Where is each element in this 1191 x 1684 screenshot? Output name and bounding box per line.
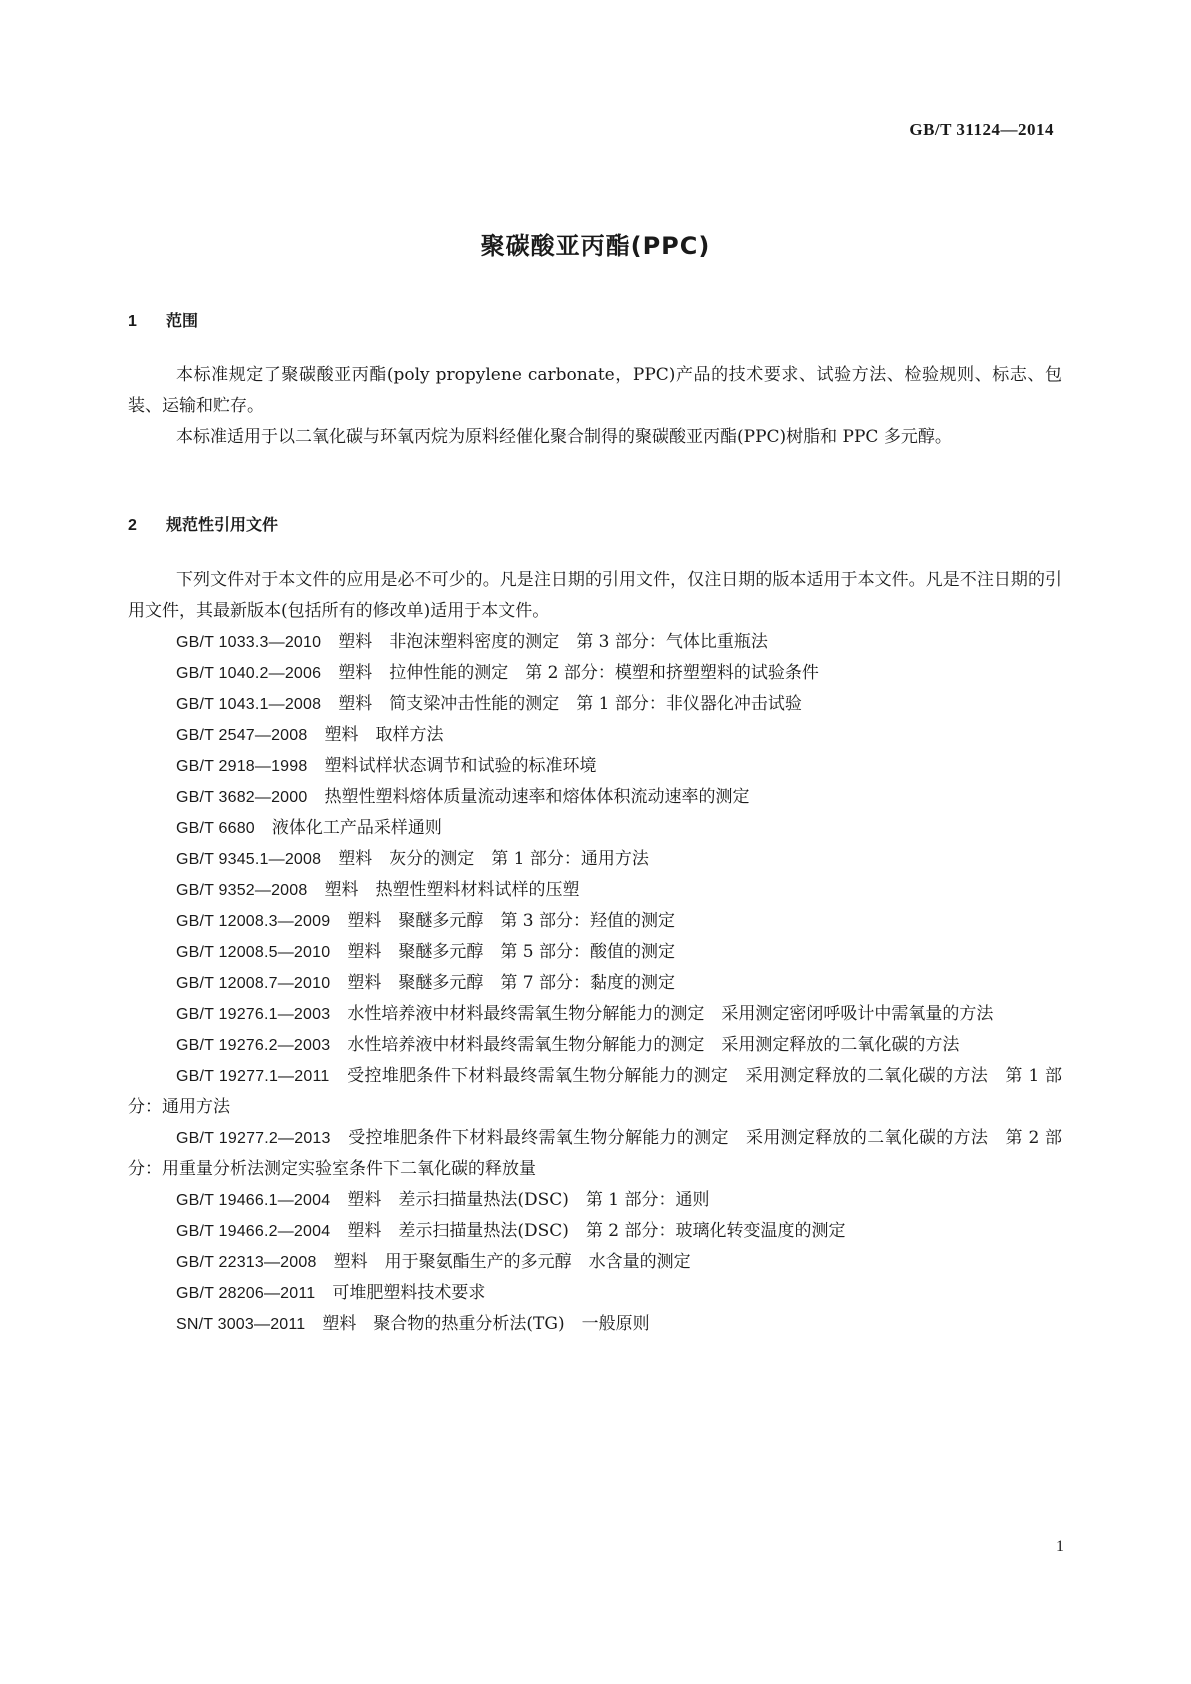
reference-code: GB/T 2547—2008 [176, 727, 308, 744]
reference-item [128, 1185, 1062, 1216]
reference-title: 塑料 拉伸性能的测定 第 2 部分：模塑和挤塑塑料的试验条件 [338, 663, 819, 683]
reference-item [128, 1216, 1062, 1247]
reference-item [128, 813, 1062, 844]
reference-title: 塑料 差示扫描量热法(DSC) 第 2 部分：玻璃化转变温度的测定 [347, 1221, 846, 1241]
reference-item [128, 1247, 1062, 1278]
reference-item [128, 689, 1062, 720]
reference-item [128, 1061, 1062, 1123]
reference-item [128, 1309, 1062, 1340]
reference-title: 塑料 简支梁冲击性能的测定 第 1 部分：非仪器化冲击试验 [338, 694, 802, 714]
reference-code: GB/T 12008.3—2009 [176, 913, 331, 930]
reference-title: 受控堆肥条件下材料最终需氧生物分解能力的测定 采用测定释放的二氧化碳的方法 第 1 部分：通用方法 [128, 1066, 1063, 1117]
reference-item [128, 875, 1062, 906]
reference-title: 塑料 聚醚多元醇 第 7 部分：黏度的测定 [347, 973, 675, 993]
reference-item [128, 627, 1062, 658]
reference-title: 塑料 差示扫描量热法(DSC) 第 1 部分：通则 [347, 1190, 710, 1210]
reference-code: SN/T 3003—2011 [176, 1316, 306, 1333]
reference-code: GB/T 22313—2008 [176, 1254, 317, 1271]
reference-code: GB/T 1043.1—2008 [176, 696, 322, 713]
normative-reference-list [128, 627, 1062, 1340]
reference-code: GB/T 9345.1—2008 [176, 851, 322, 868]
reference-title: 塑料 聚醚多元醇 第 3 部分：羟值的测定 [347, 911, 675, 931]
reference-item [128, 968, 1062, 999]
reference-title: 塑料试样状态调节和试验的标准环境 [324, 756, 597, 776]
reference-title: 水性培养液中材料最终需氧生物分解能力的测定 采用测定密闭呼吸计中需氧量的方法 [347, 1004, 994, 1024]
reference-code: GB/T 19277.1—2011 [176, 1068, 330, 1085]
reference-title: 水性培养液中材料最终需氧生物分解能力的测定 采用测定释放的二氧化碳的方法 [347, 1035, 960, 1055]
reference-item [128, 658, 1062, 689]
reference-item [128, 782, 1062, 813]
reference-title: 可堆肥塑料技术要求 [332, 1283, 486, 1303]
reference-code: GB/T 19466.2—2004 [176, 1223, 331, 1240]
reference-code: GB/T 6680 [176, 820, 255, 837]
reference-item [128, 844, 1062, 875]
reference-code: GB/T 19277.2—2013 [176, 1130, 331, 1147]
reference-title: 塑料 取样方法 [324, 725, 444, 745]
reference-item [128, 906, 1062, 937]
reference-title: 液体化工产品采样通则 [271, 818, 442, 838]
reference-code: GB/T 19466.1—2004 [176, 1192, 331, 1209]
reference-title: 塑料 用于聚氨酯生产的多元醇 水含量的测定 [333, 1252, 691, 1272]
section-1-paragraph-2: 本标准适用于以二氧化碳与环氧丙烷为原料经催化聚合制得的聚碳酸亚丙酯(PPC)树脂和 PPC 多元醇。 [176, 427, 952, 447]
section-1-heading [128, 308, 198, 331]
page-number: 1 [1056, 1538, 1064, 1555]
reference-code: GB/T 1040.2—2006 [176, 665, 322, 682]
reference-title: 塑料 灰分的测定 第 1 部分：通用方法 [338, 849, 649, 869]
reference-code: GB/T 12008.7—2010 [176, 975, 331, 992]
reference-code: GB/T 19276.1—2003 [176, 1006, 331, 1023]
reference-item [128, 751, 1062, 782]
section-2-title: 规范性引用文件 [166, 515, 279, 534]
reference-title: 塑料 非泡沫塑料密度的测定 第 3 部分：气体比重瓶法 [338, 632, 768, 652]
reference-title: 热塑性塑料熔体质量流动速率和熔体体积流动速率的测定 [324, 787, 750, 807]
section-2-paragraph-1: 下列文件对于本文件的应用是必不可少的。凡是注日期的引用文件，仅注日期的版本适用于本文件。凡是不注日期的引用文件，其最新版本(包括所有的修改单)适用于本文件。 [128, 570, 1062, 621]
standard-code: GB/T 31124—2014 [909, 120, 1054, 139]
reference-item [128, 1030, 1062, 1061]
reference-code: GB/T 2918—1998 [176, 758, 308, 775]
section-2-heading [128, 512, 278, 535]
reference-item [128, 720, 1062, 751]
document-title: 聚碳酸亚丙酯(PPC) [480, 232, 711, 260]
section-2-number: 2 [128, 517, 137, 534]
reference-code: GB/T 3682—2000 [176, 789, 308, 806]
section-2-body [128, 565, 1062, 1340]
reference-code: GB/T 28206—2011 [176, 1285, 316, 1302]
reference-item [128, 1123, 1062, 1185]
section-1-body [128, 360, 1062, 453]
reference-title: 塑料 热塑性塑料材料试样的压塑 [324, 880, 580, 900]
reference-title: 受控堆肥条件下材料最终需氧生物分解能力的测定 采用测定释放的二氧化碳的方法 第 2 部分：用重量分析法测定实验室条件下二氧化碳的释放量 [128, 1128, 1062, 1179]
section-1-title: 范围 [166, 311, 199, 330]
section-1-number: 1 [128, 313, 137, 330]
reference-code: GB/T 9352—2008 [176, 882, 308, 899]
reference-title: 塑料 聚醚多元醇 第 5 部分：酸值的测定 [347, 942, 675, 962]
reference-item [128, 937, 1062, 968]
reference-item [128, 999, 1062, 1030]
reference-title: 塑料 聚合物的热重分析法(TG) 一般原则 [322, 1314, 650, 1334]
section-1-paragraph-1: 本标准规定了聚碳酸亚丙酯(poly propylene carbonate，PPC)产品的技术要求、试验方法、检验规则、标志、包装、运输和贮存。 [128, 365, 1062, 416]
reference-code: GB/T 19276.2—2003 [176, 1037, 331, 1054]
reference-item [128, 1278, 1062, 1309]
reference-code: GB/T 12008.5—2010 [176, 944, 331, 961]
reference-code: GB/T 1033.3—2010 [176, 634, 322, 651]
